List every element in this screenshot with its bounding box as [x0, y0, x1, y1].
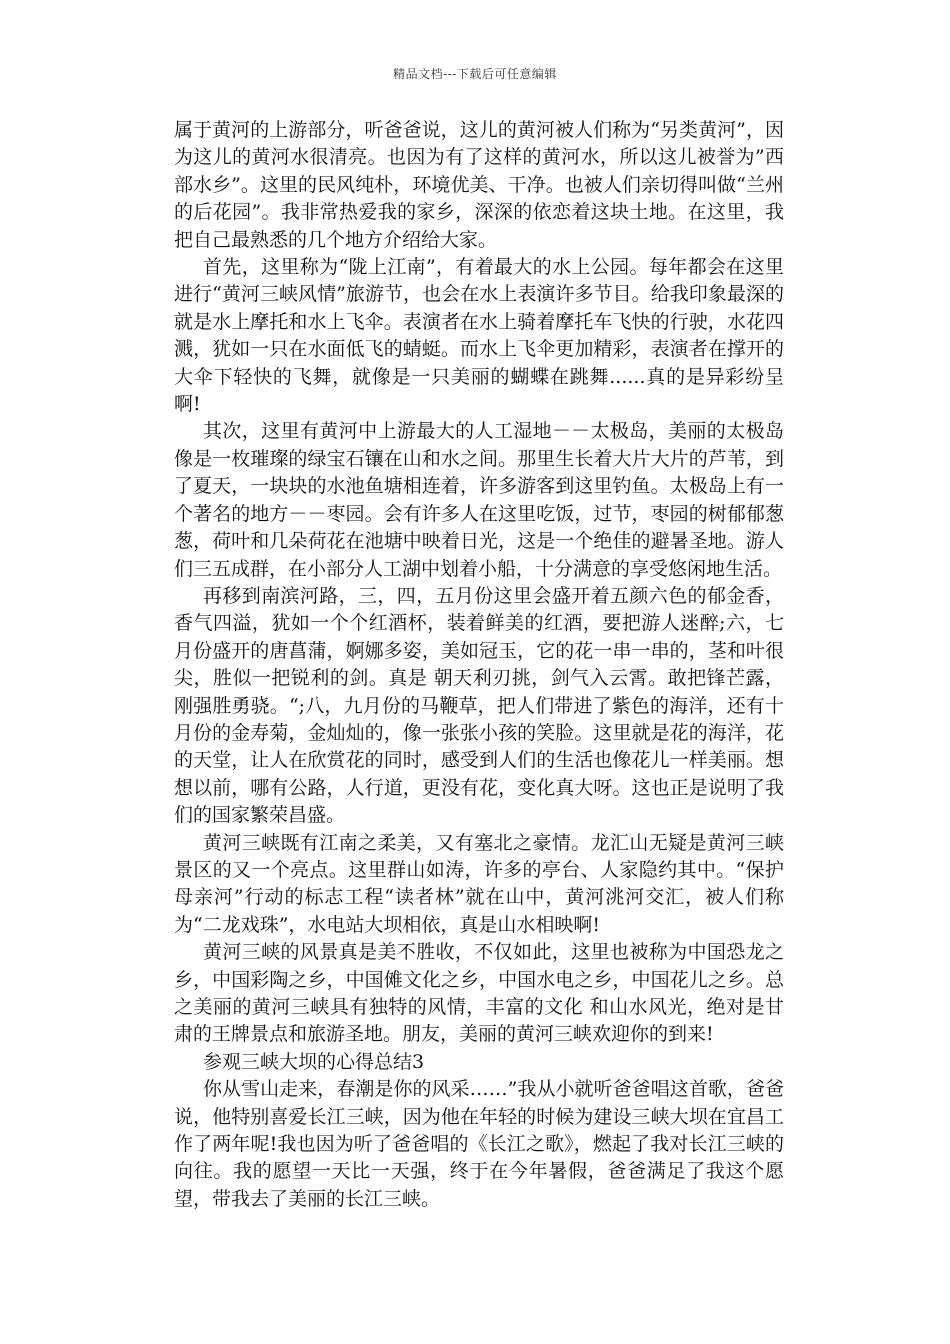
- paragraph-yangtze-intro: 你从雪山走来，春潮是你的风采……”我从小就听爸爸唱这首歌，爸爸说，他特别喜爱长江三峡，因为他在年轻的时候为建设三峡大坝在宜昌工作了两年呢!我也因为听了爸爸唱的《长江之歌》，燃起了我对长江三峡的向往。我的愿望一天比一天强，终于在今年暑假，爸爸满足了我这个愿望，带我去了美丽的长江三峡。: [174, 1078, 784, 1210]
- document-body: [174, 117, 784, 1213]
- paragraph-water-park: 首先，这里称为“陇上江南”，有着最大的水上公园。每年都会在这里进行“黄河三峡风情”旅游节，也会在水上表演许多节目。给我印象最深的就是水上摩托和水上飞伞。表演者在水上骑着摩托车飞快的行驶，水花四溅，犹如一只在水面低飞的蜻蜓。而水上飞伞更加精彩，表演者在撑开的大伞下轻快的飞舞，就像是一只美丽的蝴蝶在跳舞......真的是异彩纷呈啊!: [174, 256, 784, 416]
- paragraph-nanbinhe-road: 再移到南滨河路，三，四，五月份这里会盛开着五颜六色的郁金香，香气四溢，犹如一个个红酒杯，装着鲜美的红酒，要把游人迷醉;六，七月份盛开的唐菖蒲，婀娜多姿，美如冠玉，它的花一串一串的，茎和叶很尖，胜似一把锐利的剑。真是 朝天利刃挑，剑气入云霄。敢把锋芒露，刚强胜勇骁。“;八，九月份的马鞭草，把人们带进了紫色的海洋，还有十月份的金寿菊，金灿灿的，像一张张小孩的笑脸。这里就是花的海洋，花的天堂，让人在欣赏花的同时，感受到人们的生活也像花儿一样美丽。想想以前，哪有公路，人行道，更没有花，变化真大呀。这也正是说明了我们的国家繁荣昌盛。: [174, 584, 784, 827]
- section-heading: 参观三峡大坝的心得总结3: [203, 1050, 425, 1073]
- paragraph-conclusion: 黄河三峡的风景真是美不胜收，不仅如此，这里也被称为中国恐龙之乡，中国彩陶之乡，中国傩文化之乡，中国水电之乡，中国花儿之乡。总之美丽的黄河三峡具有独特的风情，丰富的文化 和山水风光，绝对是甘肃的王牌景点和旅游圣地。朋友，美丽的黄河三峡欢迎你的到来!: [174, 941, 784, 1046]
- paragraph-taiji-island: 其次，这里有黄河中上游最大的人工湿地－－太极岛，美丽的太极岛像是一枚璀璨的绿宝石镶在山和水之间。那里生长着大片大片的芦苇，到了夏天，一块块的水池鱼塘相连着，许多游客到这里钓鱼。太极岛上有一个著名的地方－－枣园。会有许多人在这里吃饭，过节，枣园的树郁郁葱葱，荷叶和几朵荷花在池塘中映着日光，这是一个绝佳的避暑圣地。游人们三五成群，在小部分人工湖中划着小船，十分满意的享受悠闲地生活。: [174, 420, 784, 580]
- paragraph-longhui-mountain: 黄河三峡既有江南之柔美，又有塞北之豪情。龙汇山无疑是黄河三峡景区的又一个亮点。这里群山如涛，许多的亭台、人家隐约其中。“保护母亲河”行动的标志工程“读者林”就在山中，黄河洮河交汇，被人们称为“二龙戏珠”，水电站大坝相依，真是山水相映啊!: [174, 831, 784, 936]
- paragraph-intro: 属于黄河的上游部分，听爸爸说，这儿的黄河被人们称为“另类黄河”，因为这儿的黄河水很清亮。也因为有了这样的黄河水，所以这儿被誉为”西部水乡”。这里的民风纯朴，环境优美、干净。也被人们亲切得叫做“兰州的后花园”。我非常热爱我的家乡，深深的依恋着这块土地。在这里，我把自己最熟悉的几个地方介绍给大家。: [174, 119, 784, 251]
- page-header: 精品文档---下载后可任意编辑: [393, 67, 557, 81]
